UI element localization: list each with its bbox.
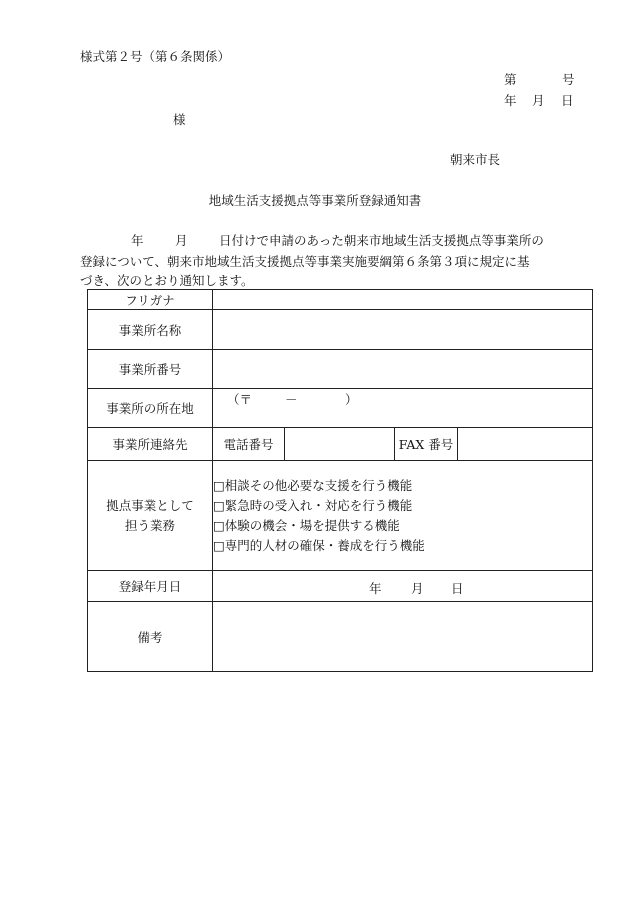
postal-dash: － <box>285 392 298 407</box>
registration-date-field[interactable] <box>213 571 593 602</box>
role-checkbox-consultation[interactable]: □相談その他必要な支援を行う機能 <box>213 477 413 493</box>
role-label-line1: 拠点事業として <box>106 497 194 513</box>
furigana-field[interactable] <box>213 290 593 310</box>
phone-label: 電話番号 <box>213 428 285 461</box>
role-label-line2: 担う業務 <box>124 517 175 533</box>
reg-year: 年 <box>369 581 382 596</box>
role-checkbox-experience[interactable]: □体験の機会・場を提供する機能 <box>213 517 400 533</box>
office-address-label: 事業所の所在地 <box>88 389 213 428</box>
registration-date-label: 登録年月日 <box>88 571 213 602</box>
body-line1: 日付けで申請のあった朝来市地域生活支援拠点等事業所の <box>219 233 544 248</box>
furigana-label: フリガナ <box>88 290 213 310</box>
phone-field[interactable] <box>285 428 395 461</box>
issue-day: 日 <box>561 93 574 108</box>
issue-year: 年 <box>504 93 517 108</box>
registration-table <box>87 289 593 672</box>
office-number-field[interactable] <box>213 350 593 389</box>
body-month: 月 <box>175 233 188 248</box>
contact-label: 事業所連絡先 <box>88 428 213 461</box>
body-year: 年 <box>131 233 144 248</box>
remarks-label: 備考 <box>88 602 213 672</box>
doc-no-suffix: 号 <box>562 72 575 87</box>
postal-close: ） <box>345 392 358 407</box>
role-label <box>88 461 213 571</box>
doc-no-prefix: 第 <box>504 72 517 87</box>
role-checkbox-specialist[interactable]: □専門的人材の確保・養成を行う機能 <box>213 537 425 553</box>
office-address-field[interactable] <box>213 389 593 428</box>
office-number-label: 事業所番号 <box>88 350 213 389</box>
issuer: 朝来市長 <box>450 152 501 167</box>
document-title: 地域生活支援拠点等事業所登録通知書 <box>208 193 422 208</box>
reg-day: 日 <box>451 581 464 596</box>
office-name-field[interactable] <box>213 310 593 350</box>
role-checkbox-emergency[interactable]: □緊急時の受入れ・対応を行う機能 <box>213 497 413 513</box>
fax-label: FAX 番号 <box>395 428 458 461</box>
role-checklist <box>213 461 593 571</box>
reg-month: 月 <box>411 581 424 596</box>
body-line2: 登録について、朝来市地域生活支援拠点等事業実施要綱第６条第３項に規定に基 <box>80 254 530 269</box>
office-name-label: 事業所名称 <box>88 310 213 350</box>
postal-open: （〒 <box>227 392 253 407</box>
body-line3: づき、次のとおり通知します。 <box>80 273 254 288</box>
issue-month: 月 <box>532 93 545 108</box>
fax-field[interactable] <box>458 428 593 461</box>
addressee-honorific: 様 <box>173 112 186 127</box>
remarks-field[interactable] <box>213 602 593 672</box>
form-number: 様式第２号（第６条関係） <box>80 49 231 64</box>
